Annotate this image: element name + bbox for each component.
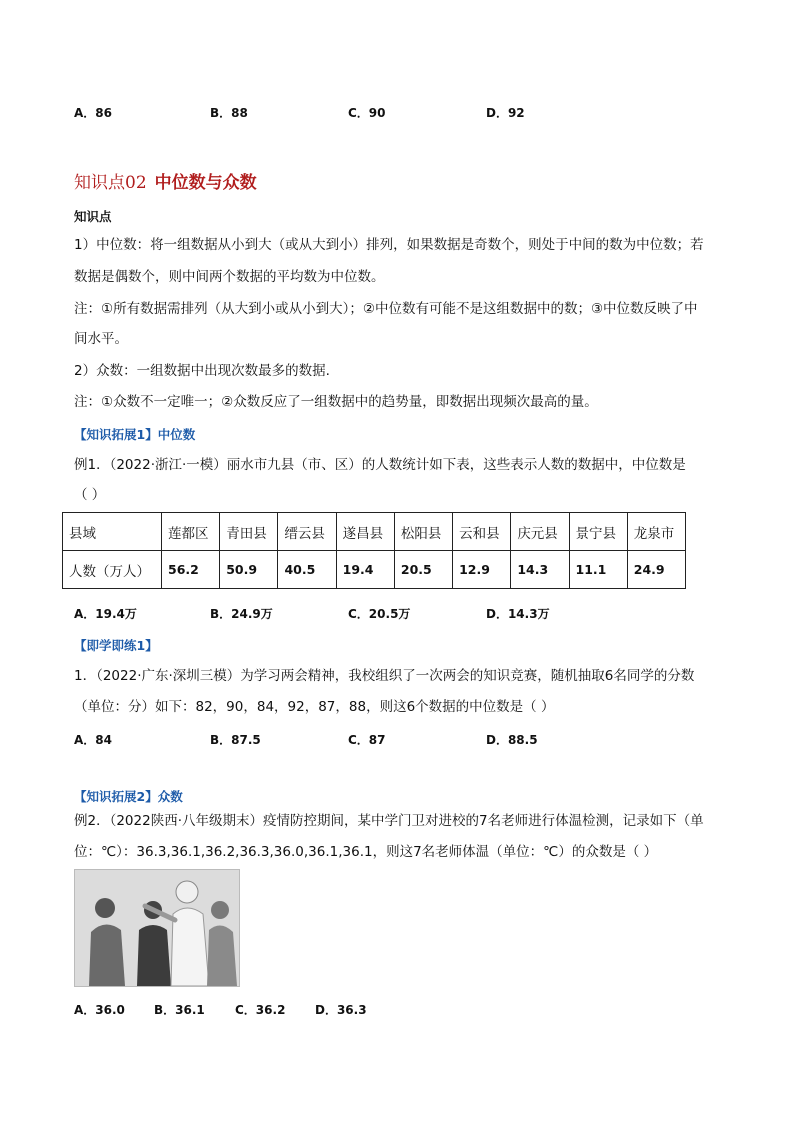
ext1-option-b: B．24.9万 xyxy=(210,607,273,621)
table-cell: 龙泉市 xyxy=(627,513,685,551)
table-cell: 12.9 xyxy=(453,551,511,589)
table-cell: 24.9 xyxy=(627,551,685,589)
ext2-option-c: C．36.2 xyxy=(235,1003,286,1017)
table-cell: 松阳县 xyxy=(394,513,452,551)
section-title: 中位数与众数 xyxy=(154,173,257,193)
ext1-option-c: C．20.5万 xyxy=(348,607,411,621)
table-cell: 庆元县 xyxy=(511,513,569,551)
table-header-row xyxy=(63,513,686,551)
option-d: D．92 xyxy=(486,106,525,120)
ext1-example-line: 例1．（2022·浙江·一模）丽水市九县（市、区）的人数统计如下表，这些表示人数的数据中，中位数是 xyxy=(74,457,686,473)
ext1-example-line: （ ） xyxy=(74,487,106,503)
section-heading xyxy=(74,168,257,193)
ext2-tag: 【知识拓展2】众数 xyxy=(74,789,183,804)
practice1-option-c: C．87 xyxy=(348,733,386,747)
population-table xyxy=(62,512,686,589)
option-c: C．90 xyxy=(348,106,386,120)
practice1-option-d: D．88.5 xyxy=(486,733,538,747)
option-b: B．88 xyxy=(210,106,248,120)
table-row xyxy=(63,551,686,589)
knowledge-line: 1）中位数：将一组数据从小到大（或从大到小）排列，如果数据是奇数个，则处于中间的数为中位数；若 xyxy=(74,237,704,253)
knowledge-line: 2）众数：一组数据中出现次数最多的数据. xyxy=(74,363,330,379)
ext2-option-b: B．36.1 xyxy=(154,1003,205,1017)
table-cell: 11.1 xyxy=(569,551,627,589)
table-cell: 40.5 xyxy=(278,551,336,589)
table-cell: 景宁县 xyxy=(569,513,627,551)
table-cell: 14.3 xyxy=(511,551,569,589)
knowledge-line: 数据是偶数个，则中间两个数据的平均数为中位数。 xyxy=(74,269,385,285)
table-cell: 20.5 xyxy=(394,551,452,589)
ext1-option-d: D．14.3万 xyxy=(486,607,550,621)
practice1-line: 1．（2022·广东·深圳三模）为学习两会精神，我校组织了一次两会的知识竞赛，随机抽取6名同学的分数 xyxy=(74,668,695,684)
practice1-line: （单位：分）如下：82，90，84，92，87，88，则这6个数据的中位数是（ ） xyxy=(74,699,555,715)
option-a: A．86 xyxy=(74,106,112,120)
ext1-option-a: A．19.4万 xyxy=(74,607,137,621)
temperature-check-illustration xyxy=(75,870,239,986)
ext1-tag: 【知识拓展1】中位数 xyxy=(74,427,196,442)
practice1-tag: 【即学即练1】 xyxy=(74,638,158,653)
table-cell: 青田县 xyxy=(220,513,278,551)
section-prefix: 知识点02 xyxy=(74,173,147,193)
table-cell: 人数（万人） xyxy=(63,551,162,589)
table-cell: 缙云县 xyxy=(278,513,336,551)
ext2-option-d: D．36.3 xyxy=(315,1003,367,1017)
knowledge-line: 间水平。 xyxy=(74,331,128,347)
practice1-option-b: B．87.5 xyxy=(210,733,261,747)
knowledge-label: 知识点 xyxy=(74,209,112,224)
ext2-option-a: A．36.0 xyxy=(74,1003,125,1017)
ext2-line: 例2．（2022陕西·八年级期末）疫情防控期间，某中学门卫对进校的7名老师进行体温检测，记录如下（单 xyxy=(74,813,704,829)
temperature-check-photo xyxy=(74,869,240,987)
table-cell: 莲都区 xyxy=(162,513,220,551)
knowledge-line: 注：①众数不一定唯一；②众数反应了一组数据中的趋势量，即数据出现频次最高的量。 xyxy=(74,394,598,410)
ext2-line: 位：℃）：36.3,36.1,36.2,36.3,36.0,36.1,36.1，则这7名老师体温（单位：℃）的众数是（ ） xyxy=(74,844,658,860)
table-cell: 56.2 xyxy=(162,551,220,589)
practice1-option-a: A．84 xyxy=(74,733,112,747)
table-cell: 遂昌县 xyxy=(336,513,394,551)
table-cell: 19.4 xyxy=(336,551,394,589)
table-cell: 云和县 xyxy=(453,513,511,551)
table-cell: 50.9 xyxy=(220,551,278,589)
knowledge-line: 注：①所有数据需排列（从大到小或从小到大）；②中位数有可能不是这组数据中的数；③中位数反映了中 xyxy=(74,301,698,317)
table-cell: 县域 xyxy=(63,513,162,551)
